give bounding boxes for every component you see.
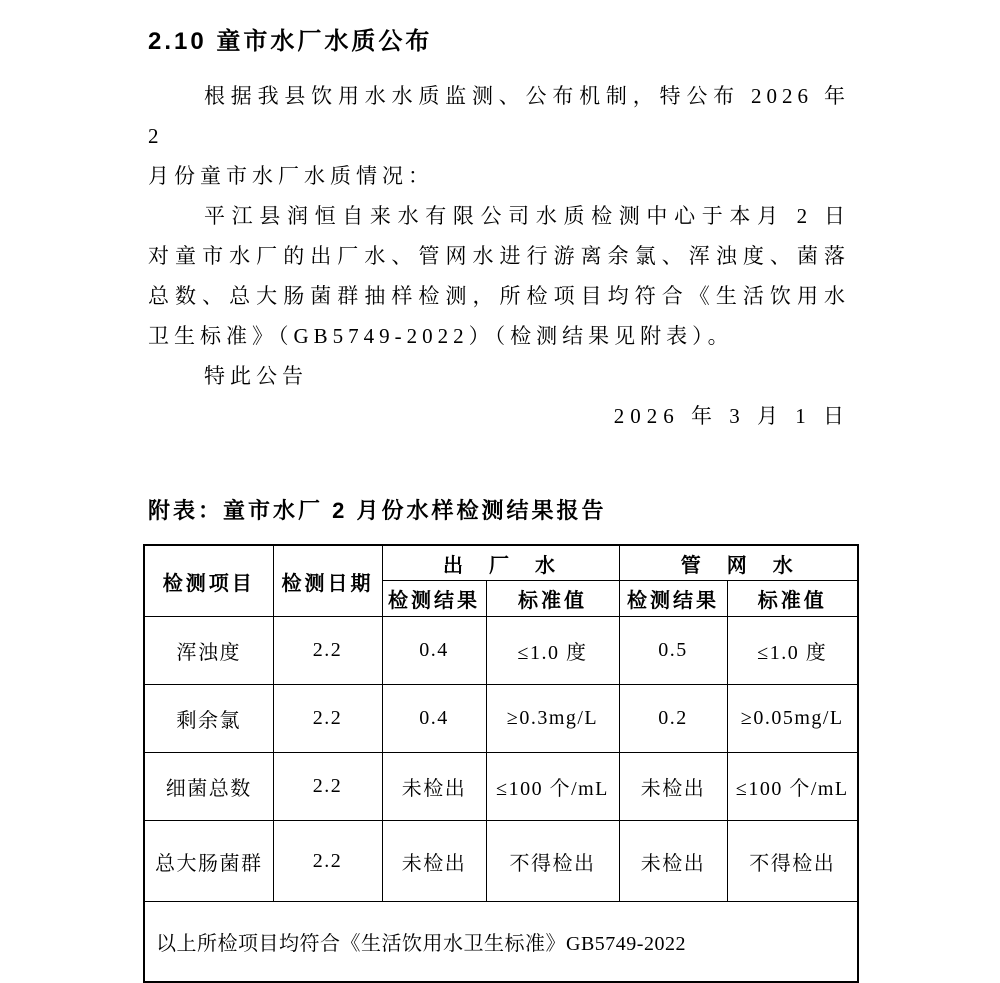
cell-pipeline-standard: ≤1.0 度 bbox=[727, 617, 858, 685]
paragraph-line: 对童市水厂的出厂水、管网水进行游离余氯、浑浊度、菌落 bbox=[148, 244, 850, 268]
cell-outlet-standard: ≤100 个/mL bbox=[486, 753, 619, 821]
col-header-outlet-standard: 标准值 bbox=[486, 581, 619, 617]
results-table bbox=[143, 544, 859, 983]
paragraph-line: 卫生标准》（GB5749-2022）（检测结果见附表）。 bbox=[148, 324, 734, 348]
section-heading: 2.10 童市水厂水质公布 bbox=[148, 28, 433, 55]
document-content bbox=[148, 26, 850, 983]
col-header-outlet-result: 检测结果 bbox=[382, 581, 486, 617]
cell-pipeline-result: 0.2 bbox=[619, 685, 727, 753]
table-header-row-top bbox=[144, 545, 858, 581]
cell-outlet-standard: ≤1.0 度 bbox=[486, 617, 619, 685]
table-row bbox=[144, 617, 858, 685]
paragraph-line: 月份童市水厂水质情况： bbox=[148, 164, 434, 188]
cell-date: 2.2 bbox=[273, 617, 382, 685]
cell-pipeline-standard: 不得检出 bbox=[727, 821, 858, 902]
cell-outlet-standard: 不得检出 bbox=[486, 821, 619, 902]
col-header-date: 检测日期 bbox=[273, 545, 382, 617]
col-header-pipeline-result: 检测结果 bbox=[619, 581, 727, 617]
cell-outlet-standard: ≥0.3mg/L bbox=[486, 685, 619, 753]
table-footnote-row bbox=[144, 902, 858, 983]
table-caption: 附表：童市水厂 2 月份水样检测结果报告 bbox=[148, 498, 607, 523]
table-row bbox=[144, 753, 858, 821]
cell-pipeline-result: 未检出 bbox=[619, 821, 727, 902]
cell-item: 剩余氯 bbox=[144, 685, 273, 753]
table-row bbox=[144, 685, 858, 753]
date-line: 2026 年 3 月 1 日 bbox=[613, 404, 850, 428]
cell-item: 总大肠菌群 bbox=[144, 821, 273, 902]
col-header-item: 检测项目 bbox=[144, 545, 273, 617]
cell-pipeline-standard: ≤100 个/mL bbox=[727, 753, 858, 821]
cell-date: 2.2 bbox=[273, 821, 382, 902]
cell-outlet-result: 未检出 bbox=[382, 821, 486, 902]
cell-item: 细菌总数 bbox=[144, 753, 273, 821]
col-header-outlet-water: 出 厂 水 bbox=[382, 545, 619, 581]
announcement-body bbox=[148, 76, 850, 436]
cell-outlet-result: 0.4 bbox=[382, 685, 486, 753]
paragraph-line: 平江县润恒自来水有限公司水质检测中心于本月 2 日 bbox=[204, 204, 850, 228]
table-footnote: 以上所检项目均符合《生活饮用水卫生标准》GB5749-2022 bbox=[144, 902, 858, 983]
col-header-pipeline-standard: 标准值 bbox=[727, 581, 858, 617]
col-header-pipeline-water: 管 网 水 bbox=[619, 545, 858, 581]
cell-outlet-result: 未检出 bbox=[382, 753, 486, 821]
cell-outlet-result: 0.4 bbox=[382, 617, 486, 685]
paragraph-line: 根据我县饮用水水质监测、公布机制，特公布 2026 年 2 bbox=[148, 84, 850, 148]
cell-pipeline-result: 未检出 bbox=[619, 753, 727, 821]
cell-date: 2.2 bbox=[273, 685, 382, 753]
table-row bbox=[144, 821, 858, 902]
paragraph-line: 总数、总大肠菌群抽样检测，所检项目均符合《生活饮用水 bbox=[148, 284, 850, 308]
cell-date: 2.2 bbox=[273, 753, 382, 821]
cell-item: 浑浊度 bbox=[144, 617, 273, 685]
cell-pipeline-result: 0.5 bbox=[619, 617, 727, 685]
cell-pipeline-standard: ≥0.05mg/L bbox=[727, 685, 858, 753]
closing-line: 特此公告 bbox=[204, 364, 308, 388]
